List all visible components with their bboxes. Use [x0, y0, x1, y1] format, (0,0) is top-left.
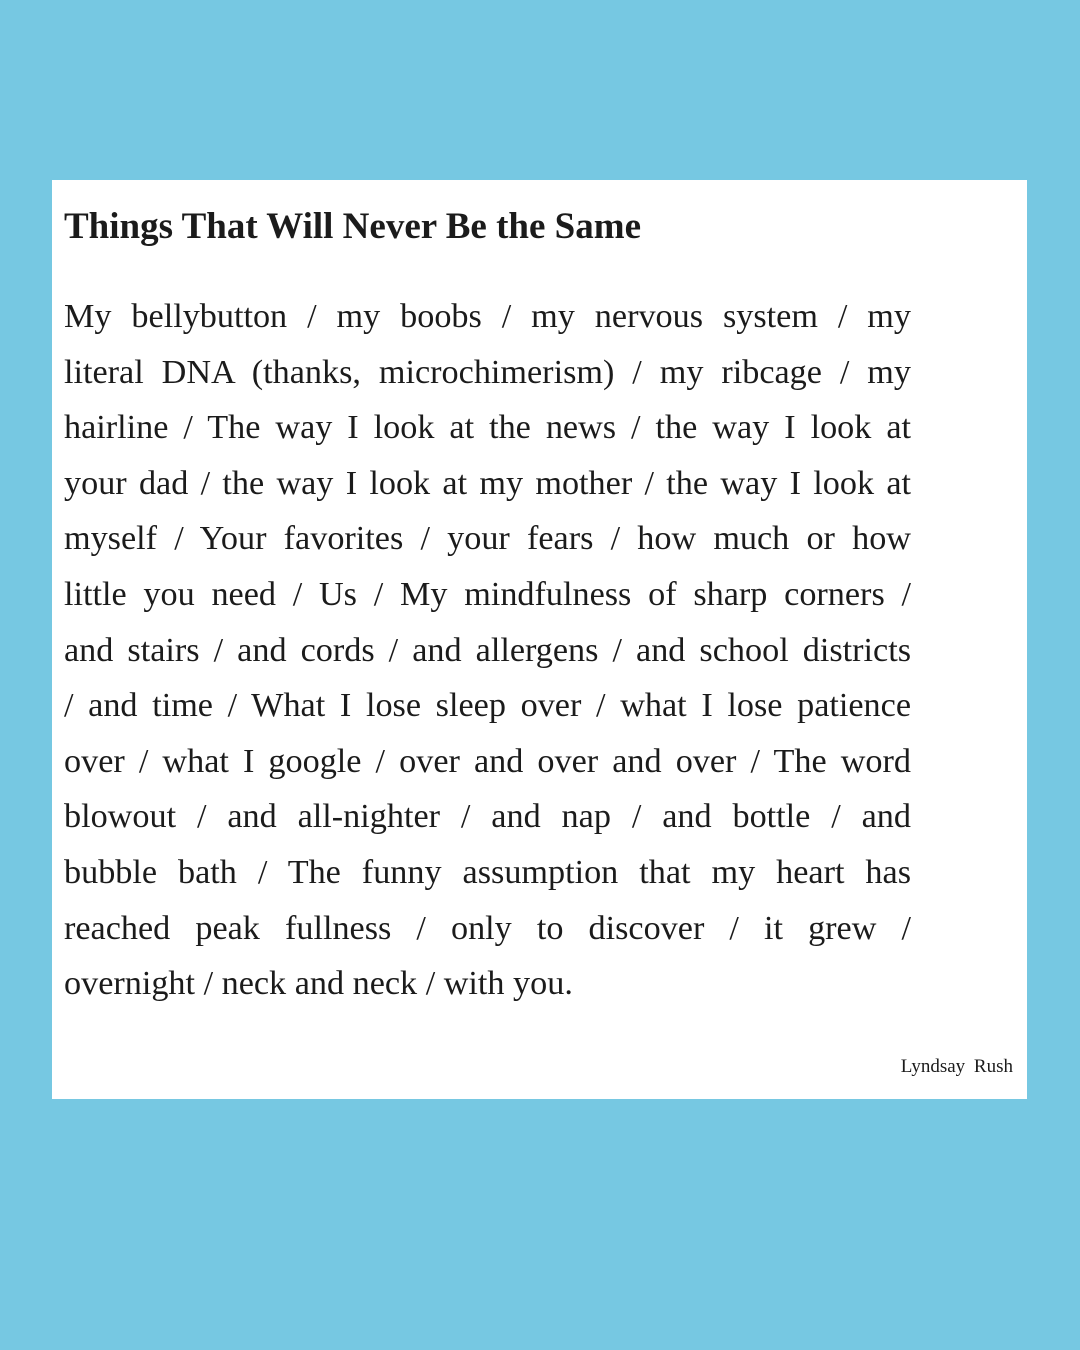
poem-line: reached peak fullness / only to discover / it grew /: [64, 909, 911, 947]
poem-line: and stairs / and cords / and allergens / and school districts: [64, 631, 911, 669]
poem-title: Things That Will Never Be the Same: [64, 206, 641, 247]
poem-line: over / what I google / over and over and over / The word: [64, 742, 911, 780]
poem-line: overnight / neck and neck / with you.: [64, 965, 573, 1003]
poem-line: literal DNA (thanks, microchimerism) / my ribcage / my: [64, 353, 911, 391]
poem-line: blowout / and all-nighter / and nap / and bottle / and: [64, 798, 911, 836]
poem-line: your dad / the way I look at my mother / the way I look at: [64, 464, 911, 502]
poem-body: [64, 289, 911, 1012]
poem-line: / and time / What I lose sleep over / what I lose patience: [64, 687, 911, 725]
poem-line: My bellybutton / my boobs / my nervous system / my: [64, 298, 911, 335]
poem-line: bubble bath / The funny assumption that my heart has: [64, 853, 911, 891]
poem-line: little you need / Us / My mindfulness of sharp corners /: [64, 575, 911, 613]
poem-line: hairline / The way I look at the news / the way I look at: [64, 409, 911, 447]
poem-line: myself / Your favorites / your fears / how much or how: [64, 520, 911, 558]
author-credit: Lyndsay Rush: [900, 1056, 1013, 1077]
